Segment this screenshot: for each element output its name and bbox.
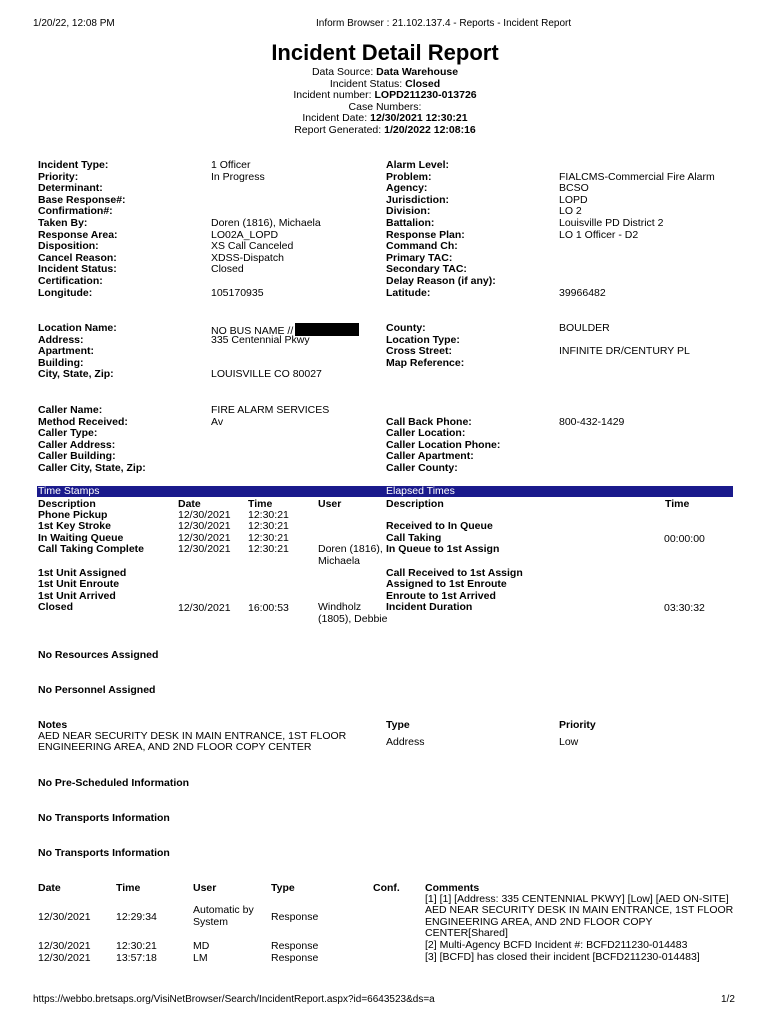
field-value: [211, 276, 321, 288]
meta-incident-number: Incident number: LOPD211230-013726: [293, 89, 477, 102]
ts-header-user: User: [318, 498, 342, 510]
field-label: Longitude:: [38, 286, 93, 299]
field-value: [211, 346, 359, 358]
table-cell: 12:30:21: [248, 531, 289, 544]
field-value: FIRE ALARM SERVICES: [211, 404, 330, 416]
comment-row-2-date: 12/30/2021: [38, 940, 91, 952]
field-label: Apartment:: [38, 345, 95, 358]
field-label: Map Reference:: [386, 356, 465, 369]
ts-closed-date: 12/30/2021: [178, 602, 231, 615]
field-label: Secondary TAC:: [386, 263, 467, 276]
field-value: BCSO: [559, 182, 589, 195]
elapsed-time-2: 03:30:32: [664, 602, 705, 615]
field-label: Cancel Reason:: [38, 251, 117, 264]
field-value: LOUISVILLE CO 80027: [211, 368, 322, 381]
field-value: [211, 195, 321, 207]
field-value: [559, 241, 715, 253]
comments-header-date: Date: [38, 882, 61, 894]
comment-row-1-user: Automatic by System: [193, 904, 254, 928]
table-row: Call Taking: [386, 531, 442, 544]
field-label: Caller Name:: [38, 404, 103, 416]
field-value: [559, 440, 624, 452]
table-cell: 12/30/2021: [178, 520, 231, 533]
table-row: Enroute to 1st Arrived: [386, 589, 496, 602]
comment-row-1-date: 12/30/2021: [38, 911, 91, 923]
ts-header-description: Description: [38, 498, 96, 510]
browser-title: Inform Browser : 21.102.137.4 - Reports - Incident Report: [316, 18, 572, 29]
field-label: Caller Location:: [386, 427, 466, 440]
table-row: Assigned to 1st Enroute: [386, 578, 507, 591]
comment-row-1-time: 12:29:34: [116, 911, 157, 923]
ts-closed-time: 16:00:53: [248, 602, 289, 615]
no-personnel-text: No Personnel Assigned: [38, 684, 156, 696]
elapsed-descriptions-1: [386, 521, 499, 556]
incident-labels-left: [38, 160, 126, 299]
field-value: [559, 160, 715, 172]
field-value: 1 Officer: [211, 159, 251, 171]
comment-row-3-type: Response: [271, 951, 319, 964]
notes-type-header: Type: [386, 719, 410, 731]
meta-data-source: Data Source: Data Warehouse: [311, 66, 459, 78]
field-label: Problem:: [386, 170, 432, 183]
field-label: Certification:: [38, 274, 103, 287]
field-value: INFINITE DR/CENTURY PL: [559, 345, 690, 358]
notes-text: AED NEAR SECURITY DESK IN MAIN ENTRANCE, 1ST FLOOR ENGINEERING AREA, AND 2ND FLOOR COPY CENTER: [38, 729, 347, 754]
notes-priority-value: Low: [559, 736, 579, 748]
field-label: Confirmation#:: [38, 205, 113, 218]
elapsed-times-heading: Elapsed Times: [386, 485, 455, 497]
field-label: Priority:: [38, 170, 79, 183]
comment-row-3-time: 13:57:18: [116, 951, 157, 964]
field-label: Caller Building:: [38, 450, 116, 463]
field-label: Address:: [38, 333, 84, 346]
comments-header-time: Time: [116, 882, 141, 894]
ts-header-date: Date: [178, 498, 201, 510]
time-stamps-heading: Time Stamps: [38, 485, 100, 497]
field-value: 105170935: [211, 286, 264, 299]
table-row: Received to In Queue: [386, 520, 493, 533]
caller-labels-right: [386, 417, 500, 475]
comments-header-user: User: [193, 882, 217, 894]
ts-descriptions-1: [38, 510, 144, 556]
field-value: 39966482: [559, 286, 606, 299]
table-row: 1st Unit Enroute: [38, 578, 120, 591]
field-label: Location Name:: [38, 322, 117, 334]
comment-row-3-date: 12/30/2021: [38, 951, 91, 964]
table-cell: 12/30/2021: [178, 531, 231, 544]
field-value: [211, 440, 329, 452]
field-value: LOPD: [559, 193, 588, 206]
comment-row-3-user: LM: [193, 951, 208, 964]
field-label: Incident Type:: [38, 159, 109, 171]
field-label: Command Ch:: [386, 240, 458, 253]
location-name-value: NO BUS NAME //: [211, 323, 359, 335]
comment-row-2-time: 12:30:21: [116, 940, 157, 952]
meta-report-generated: Report Generated: 1/20/2022 12:08:16: [294, 123, 476, 136]
field-label: Delay Reason (if any):: [386, 274, 496, 287]
no-transports-text: No Transports Information: [38, 812, 170, 824]
table-row: Call Taking Complete: [38, 543, 144, 556]
field-value: 335 Centennial Pkwy: [211, 333, 310, 346]
field-value: [559, 463, 624, 475]
field-label: Taken By:: [38, 216, 88, 229]
field-label: Battalion:: [386, 216, 435, 229]
table-row: Call Received to 1st Assign: [386, 566, 523, 579]
field-value: Louisville PD District 2: [559, 216, 664, 229]
print-url: https://webbo.bretsaps.org/VisiNetBrowser/Search/IncidentReport.aspx?id=6643523&ds=a: [33, 994, 435, 1005]
field-value: Av: [211, 415, 224, 428]
field-label: Agency:: [386, 182, 428, 195]
field-label: Division:: [386, 205, 431, 218]
table-cell: 12:30:21: [248, 543, 289, 556]
report-title: Incident Detail Report: [271, 40, 499, 65]
field-label: Latitude:: [386, 286, 431, 299]
comment-row-2-type: Response: [271, 940, 319, 952]
field-label: Primary TAC:: [386, 251, 453, 264]
incident-values-right: [559, 160, 715, 299]
no-resources-text: No Resources Assigned: [38, 649, 159, 661]
notes-header: Notes: [38, 719, 68, 731]
table-cell: 12:30:21: [248, 520, 289, 533]
caller-labels-left: [38, 405, 146, 475]
incident-values-left: [211, 160, 321, 299]
field-label: Method Received:: [38, 415, 128, 428]
table-row: In Queue to 1st Assign: [386, 543, 500, 556]
location-values-right: [559, 323, 690, 369]
field-value: BOULDER: [559, 322, 610, 334]
field-value: In Progress: [211, 170, 265, 183]
field-value: XS Call Canceled: [211, 240, 294, 253]
field-value: 800-432-1429: [559, 415, 625, 428]
field-label: Cross Street:: [386, 345, 452, 358]
field-label: Location Type:: [386, 333, 460, 346]
field-label: Caller County:: [386, 461, 458, 474]
time-stamps-bar: [37, 486, 733, 497]
field-label: Determinant:: [38, 182, 103, 195]
location-values-left: [211, 323, 359, 381]
elapsed-time-1: 00:00:00: [664, 532, 705, 545]
meta-incident-date: Incident Date: 12/30/2021 12:30:21: [302, 112, 468, 125]
field-label: Base Response#:: [38, 193, 126, 206]
table-row: 1st Unit Arrived: [38, 589, 116, 602]
comment-row-2-user: MD: [193, 940, 210, 952]
table-cell: 12:30:21: [248, 508, 289, 521]
notes-type-value: Address: [386, 736, 425, 748]
meta-case-numbers: Case Numbers:: [348, 100, 422, 113]
print-datetime: 1/20/22, 12:08 PM: [33, 18, 115, 29]
report-meta: [0, 67, 770, 137]
field-value: [211, 451, 329, 463]
elapsed-header-description: Description: [386, 498, 444, 510]
ts-closed-user: Windholz (1805), Debbie: [318, 601, 388, 625]
comments-header-type: Type: [271, 882, 295, 894]
table-cell: 12/30/2021: [178, 508, 231, 521]
comment-row-1-type: Response: [271, 911, 319, 923]
table-cell: 12/30/2021: [178, 543, 231, 556]
caller-values-right: [559, 417, 624, 475]
notes-priority-header: Priority: [559, 719, 596, 731]
ts-descriptions-2: [38, 568, 126, 614]
field-value: [559, 276, 715, 288]
field-value: [211, 463, 329, 475]
elapsed-descriptions-2: [386, 568, 523, 614]
field-label: Caller City, State, Zip:: [38, 461, 146, 474]
location-labels-left: [38, 323, 117, 381]
field-value: FIALCMS-Commercial Fire Alarm: [559, 170, 715, 183]
field-label: City, State, Zip:: [38, 368, 114, 381]
table-row: 1st Unit Assigned: [38, 566, 127, 579]
field-label: Caller Address:: [38, 438, 116, 451]
field-value: XDSS-Dispatch: [211, 251, 284, 264]
table-row: Closed: [38, 601, 74, 614]
field-value: [559, 358, 690, 370]
no-transports-text-2: No Transports Information: [38, 847, 170, 859]
table-row: 1st Key Stroke: [38, 520, 111, 533]
field-label: Disposition:: [38, 240, 99, 253]
table-row: Phone Pickup: [38, 508, 108, 521]
ts-times-1: [248, 510, 289, 556]
field-value: Doren (1816), Michaela: [211, 216, 321, 229]
field-label: Caller Location Phone:: [386, 438, 501, 451]
field-label: County:: [386, 322, 426, 334]
field-label: Jurisdiction:: [386, 193, 450, 206]
field-label: Incident Status:: [38, 263, 117, 276]
caller-values-left: [211, 405, 329, 475]
location-labels-right: [386, 323, 464, 369]
table-row: Incident Duration: [386, 601, 473, 614]
meta-incident-status: Incident Status: Closed: [329, 77, 441, 90]
field-value: LO 1 Officer - D2: [559, 228, 639, 241]
comments-text: [1] [1] [Address: 335 CENTENNIAL PKWY] [Low] [AED ON-SITE] AED NEAR SECURITY DESK IN MAIN ENTRANCE, 1ST FLOOR ENGINEERING AREA, AND 2ND FLOOR COPY CENTER[Shared] [2] Multi-Agency BCFD Incident #: BCFD211230-014483 [3] [BCFD] has closed their incident [BCFD211230-014483]: [425, 892, 734, 963]
field-value: [559, 451, 624, 463]
comments-header-comments: Comments: [425, 882, 480, 894]
field-value: [559, 253, 715, 265]
field-label: Call Back Phone:: [386, 415, 472, 428]
table-row: In Waiting Queue: [38, 531, 124, 544]
field-value: Closed: [211, 263, 244, 276]
page-number: 1/2: [721, 994, 735, 1005]
field-label: Building:: [38, 356, 84, 369]
field-label: Caller Type:: [38, 427, 98, 440]
field-value: [211, 183, 321, 195]
comments-header-conf: Conf.: [373, 882, 400, 894]
ts-dates-1: [178, 510, 231, 556]
field-label: Caller Apartment:: [386, 450, 474, 463]
incident-labels-right: [386, 160, 496, 299]
field-value: LO02A_LOPD: [211, 228, 279, 241]
field-value: [211, 428, 329, 440]
field-label: Response Plan:: [386, 228, 465, 241]
field-value: LO 2: [559, 205, 582, 218]
field-value: [559, 264, 715, 276]
elapsed-header-time: Time: [665, 498, 690, 510]
ts-user-call-taking: Doren (1816), Michaela: [318, 543, 383, 567]
field-label: Alarm Level:: [386, 159, 450, 171]
no-prescheduled-text: No Pre-Scheduled Information: [38, 777, 190, 789]
field-label: Response Area:: [38, 228, 118, 241]
ts-header-time: Time: [248, 498, 273, 510]
field-value: [559, 428, 624, 440]
